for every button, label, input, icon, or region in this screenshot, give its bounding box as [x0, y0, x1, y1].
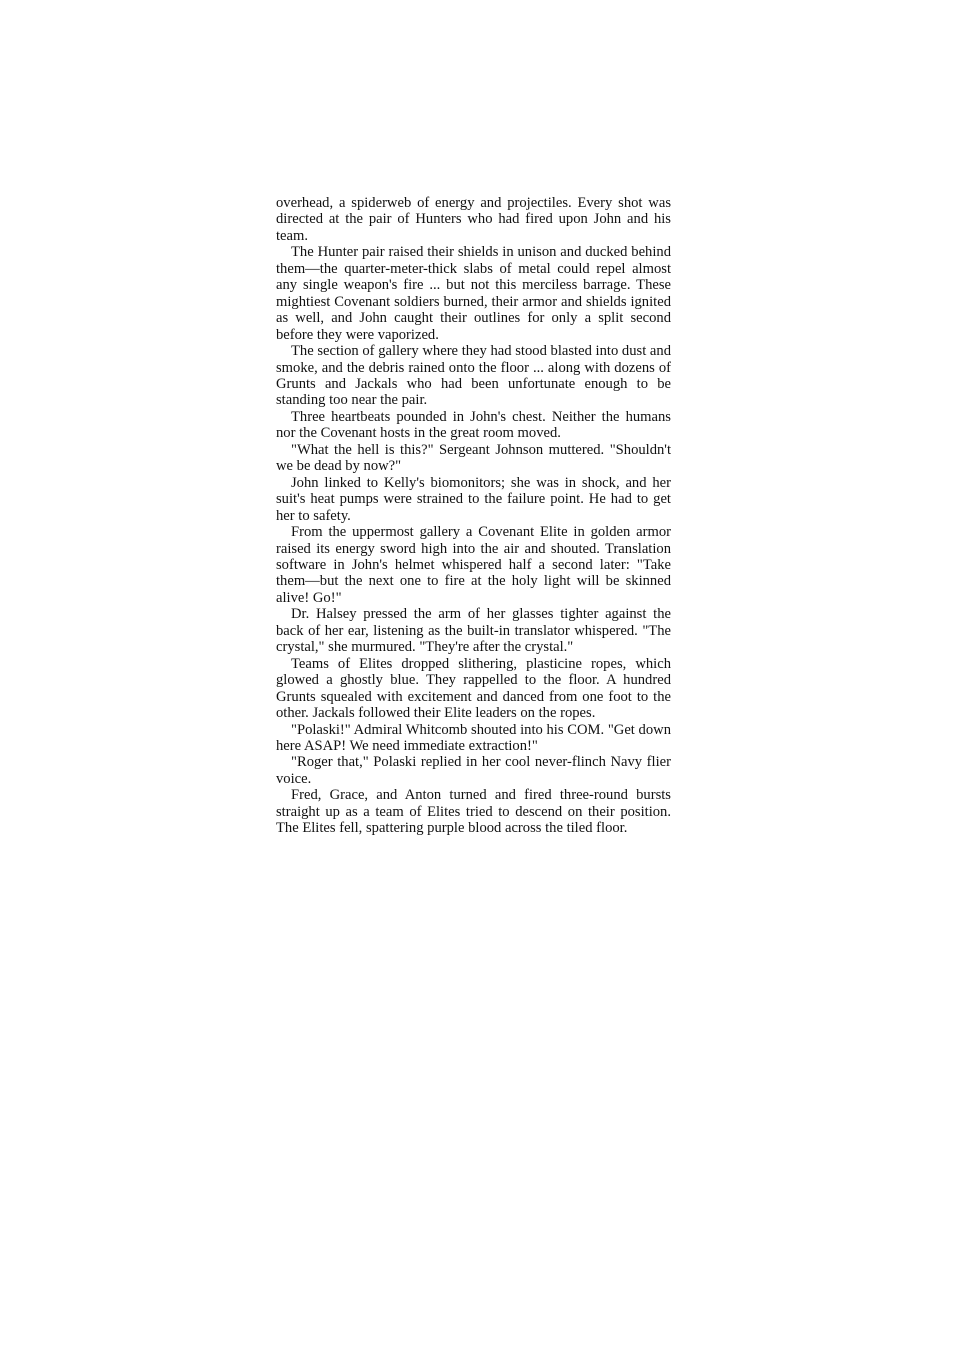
paragraph-2: The Hunter pair raised their shields in unison and ducked behind them—the quarter-meter-thick slabs of metal could repel almost any single weapon's fire ... but not this merciless barrage. These mightiest Covenant soldiers burned, their armor and shields ignited as well, and John caught their outlines for only a split second before they were vaporized.	[276, 244, 671, 343]
paragraph-1: overhead, a spiderweb of energy and projectiles. Every shot was directed at the pair of Hunters who had fired upon John and his team.	[276, 195, 671, 244]
paragraph-5: "What the hell is this?" Sergeant Johnson muttered. "Shouldn't we be dead by now?"	[276, 441, 671, 475]
paragraph-3: The section of gallery where they had stood blasted into dust and smoke, and the debris rained onto the floor ... along with dozens of Grunts and Jackals who had been unfortunate enough to be standing too near the pair.	[276, 343, 671, 409]
paragraph-10: "Polaski!" Admiral Whitcomb shouted into his COM. "Get down here ASAP! We need immediate extraction!"	[276, 721, 671, 754]
paragraph-11: "Roger that," Polaski replied in her cool never-flinch Navy flier voice.	[276, 754, 671, 787]
body-text	[276, 195, 671, 837]
paragraph-4: Three heartbeats pounded in John's chest. Neither the humans nor the Covenant hosts in the great room moved.	[276, 408, 671, 442]
paragraph-7: From the uppermost gallery a Covenant Elite in golden armor raised its energy sword high into the air and shouted. Translation software in John's helmet whispered half a second later: "Take them—but the next one to fire at the holy light will be skinned alive! Go!"	[276, 524, 671, 606]
paragraph-6: John linked to Kelly's biomonitors; she was in shock, and her suit's heat pumps were strained to the failure point. He had to get her to safety.	[276, 474, 671, 524]
paragraph-8: Dr. Halsey pressed the arm of her glasses tighter against the back of her ear, listening as the built-in translator whispered. "The crystal," she murmured. "They're after the crystal."	[276, 606, 671, 656]
paragraph-9: Teams of Elites dropped slithering, plasticine ropes, which glowed a ghostly blue. They rappelled to the floor. A hundred Grunts squealed with excitement and danced from one foot to the other. Jackals followed their Elite leaders on the ropes.	[276, 655, 671, 722]
paragraph-12: Fred, Grace, and Anton turned and fired three-round bursts straight up as a team of Elites tried to descend on their position. The Elites fell, spattering purple blood across the tiled floor.	[276, 787, 671, 837]
